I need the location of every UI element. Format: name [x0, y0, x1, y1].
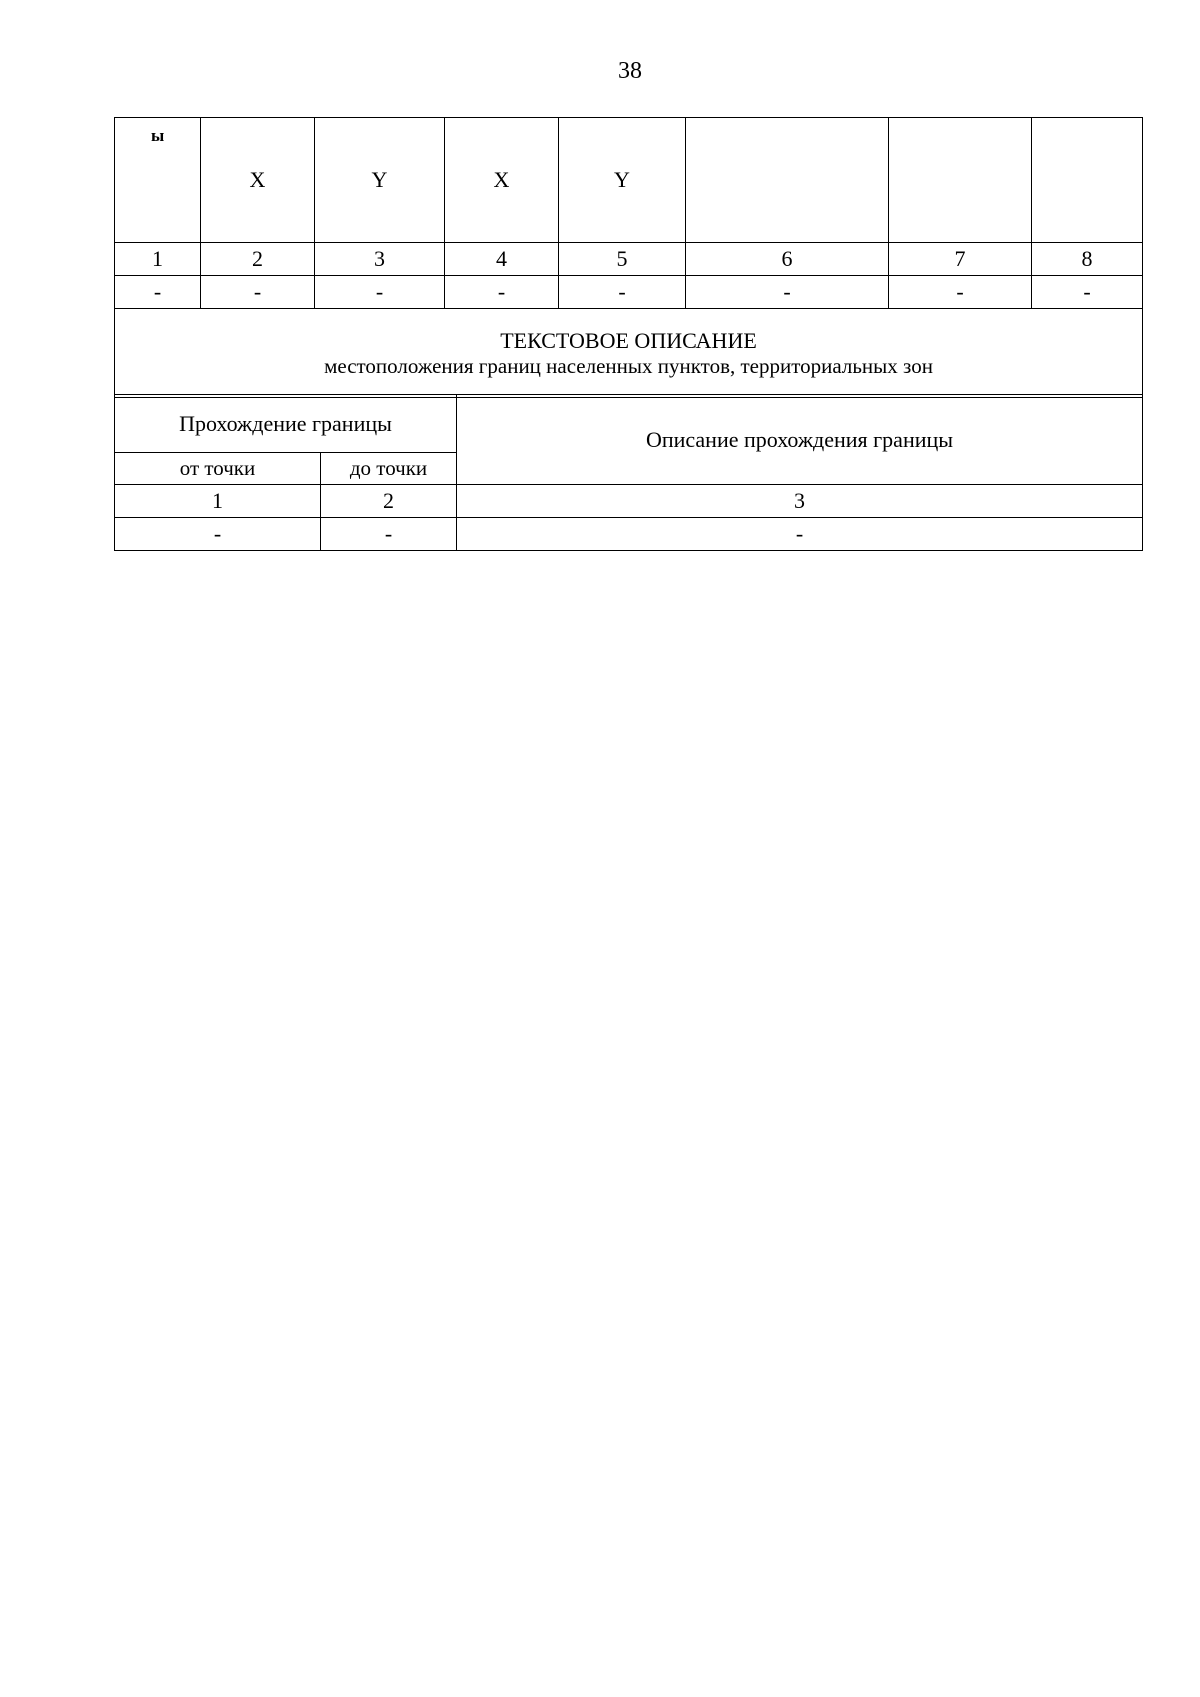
- description-title: ТЕКСТОВОЕ ОПИСАНИЕ: [500, 328, 757, 354]
- passage-header-row: [115, 395, 1143, 453]
- data-cell: -: [115, 518, 321, 551]
- data-cell: -: [201, 276, 315, 309]
- column-number-cell: 1: [115, 485, 321, 518]
- column-number-cell: 2: [321, 485, 457, 518]
- description-cell: [115, 309, 1143, 398]
- header-cell: X: [201, 118, 315, 243]
- column-number-row: [115, 485, 1143, 518]
- data-cell: -: [686, 276, 889, 309]
- header-cell: ы: [115, 118, 201, 243]
- header-cell: [889, 118, 1032, 243]
- header-cell: X: [445, 118, 559, 243]
- data-cell: -: [115, 276, 201, 309]
- header-cell: Y: [315, 118, 445, 243]
- header-cell: Y: [559, 118, 686, 243]
- data-cell: -: [1032, 276, 1143, 309]
- data-cell: -: [559, 276, 686, 309]
- column-number-cell: 8: [1032, 243, 1143, 276]
- from-point-header: от точки: [115, 453, 321, 485]
- column-number-cell: 5: [559, 243, 686, 276]
- coordinates-table: [114, 117, 1143, 398]
- description-row: [115, 309, 1143, 398]
- to-point-header: до точки: [321, 453, 457, 485]
- data-cell: -: [445, 276, 559, 309]
- column-number-row: [115, 243, 1143, 276]
- data-cell: -: [315, 276, 445, 309]
- data-cell: -: [889, 276, 1032, 309]
- column-number-cell: 4: [445, 243, 559, 276]
- header-cell: [1032, 118, 1143, 243]
- column-number-cell: 3: [457, 485, 1143, 518]
- column-number-cell: 3: [315, 243, 445, 276]
- column-number-cell: 1: [115, 243, 201, 276]
- description-header: Описание прохождения границы: [457, 395, 1143, 485]
- empty-data-row: [115, 518, 1143, 551]
- coordinates-header-row: [115, 118, 1143, 243]
- description-subtitle: местоположения границ населенных пунктов, территориальных зон: [324, 353, 933, 378]
- header-cell: [686, 118, 889, 243]
- empty-data-row: [115, 276, 1143, 309]
- data-cell: -: [457, 518, 1143, 551]
- passage-header: Прохождение границы: [115, 395, 457, 453]
- column-number-cell: 7: [889, 243, 1032, 276]
- border-passage-table: [114, 394, 1143, 551]
- column-number-cell: 6: [686, 243, 889, 276]
- page-number: 38: [618, 58, 642, 84]
- data-cell: -: [321, 518, 457, 551]
- column-number-cell: 2: [201, 243, 315, 276]
